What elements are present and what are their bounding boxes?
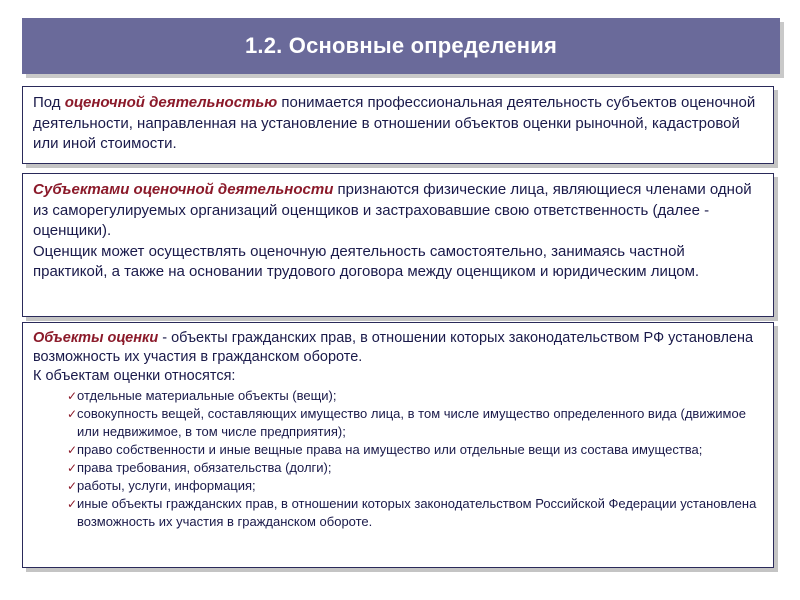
checkmark-icon: ✓: [67, 389, 78, 403]
checkmark-icon: ✓: [67, 497, 78, 511]
definition-paragraph-2: Оценщик может осуществлять оценочную деятельность самостоятельно, занимаясь частной практикой, а также на основании трудового договора между оценщиком и юридическим лицом.: [33, 242, 700, 280]
definition-text: [33, 329, 763, 367]
checkmark-icon: ✓: [67, 461, 78, 475]
definition-term: Субъектами оценочной деятельности: [33, 181, 334, 198]
list-item: ✓ работы, услуги, информация;: [67, 478, 256, 493]
definition-body: - объекты гражданских прав, в отношении которых законодательством РФ установлена возможность их участия в гражданском обороте.: [33, 330, 754, 365]
list-item: ✓ совокупность вещей, составляющих имущество лица, в том числе имущество определенного вида (движимое или недвижимое, в том числе предприятия);: [67, 406, 746, 439]
definition-text: [33, 93, 763, 155]
objects-list: [33, 387, 763, 531]
list-item: ✓ право собственности и иные вещные права на имущество или отдельные вещи из состава имущества;: [67, 442, 703, 457]
list-item: ✓ отдельные материальные объекты (вещи);: [67, 388, 337, 403]
checkmark-icon: ✓: [67, 443, 78, 457]
list-item: ✓ права требования, обязательства (долги);: [67, 460, 332, 475]
definition-box-assessment-activity: [22, 86, 774, 164]
checkmark-icon: ✓: [67, 479, 78, 493]
definition-body: признаются физические лица, являющиеся членами одной из саморегулируемых организаций оценщиков и застраховавшие свою ответственность (далее - оценщики).: [33, 181, 752, 239]
slide-title: 1.2. Основные определения: [244, 33, 557, 58]
objects-intro: К объектам оценки относятся:: [33, 368, 236, 384]
definition-text: [33, 180, 763, 242]
definition-body: понимается профессиональная деятельность субъектов оценочной деятельности, направленная на установление в отношении объектов оценки рыночной, кадастровой или иной стоимости.: [33, 94, 756, 152]
title-bar: [22, 18, 780, 74]
definition-lead: Под: [33, 94, 65, 111]
definition-term: Объекты оценки: [33, 330, 159, 346]
checkmark-icon: ✓: [67, 407, 78, 421]
definition-box-subjects: [22, 173, 774, 317]
definition-box-objects: [22, 322, 774, 568]
list-item: ✓ иные объекты гражданских прав, в отношении которых законодательством Российской Федерации установлена возможность их участия в гражданском обороте.: [67, 496, 757, 529]
definition-term: оценочной деятельностью: [64, 94, 278, 111]
